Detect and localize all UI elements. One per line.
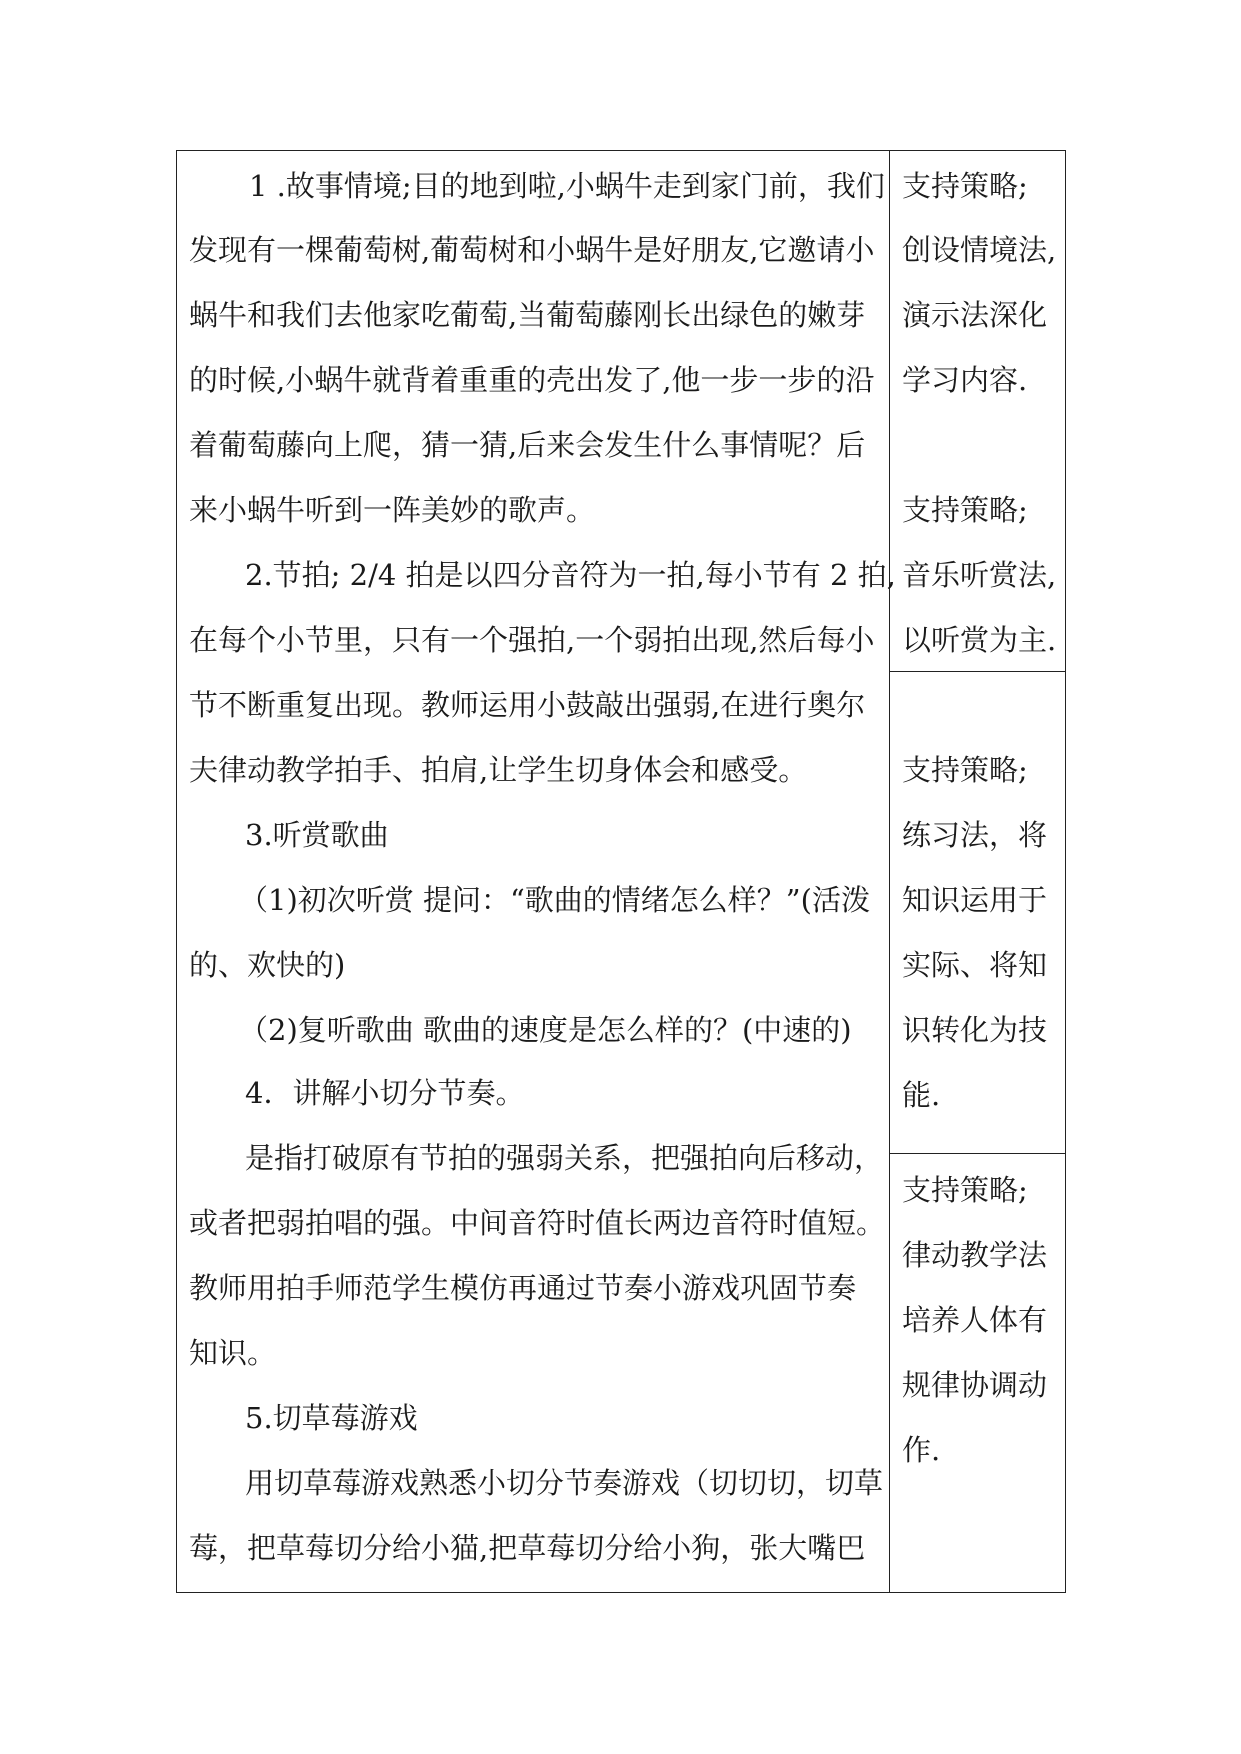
- section-heading: 5.切草莓游戏: [245, 1401, 418, 1435]
- strategy-heading: 支持策略;: [902, 493, 1028, 527]
- strategy-heading: 支持策略;: [902, 753, 1028, 787]
- strategy-line: 创设情境法,: [902, 233, 1057, 267]
- paragraph-line: 着葡萄藤向上爬，猜一猜,后来会发生什么事情呢？后: [189, 428, 866, 462]
- paragraph-line: 来小蜗牛听到一阵美妙的歌声。: [189, 493, 596, 527]
- strategy-line: 学习内容.: [902, 363, 1028, 397]
- paragraph-line: 发现有一棵葡萄树,葡萄树和小蜗牛是好朋友,它邀请小: [189, 233, 875, 267]
- strategy-heading: 支持策略;: [902, 1173, 1028, 1207]
- strategy-heading: 支持策略;: [902, 169, 1028, 203]
- paragraph-line: 在每个小节里，只有一个强拍,一个弱拍出现,然后每小: [189, 623, 875, 657]
- paragraph-line: 教师用拍手师范学生模仿再通过节奏小游戏巩固节奏: [189, 1271, 857, 1305]
- strategy-line: 知识运用于: [902, 883, 1048, 917]
- paragraph-line: 2.节拍; 2/4 拍是以四分音符为一拍,每小节有 2 拍,: [245, 558, 896, 592]
- paragraph-line: 的、欢快的): [189, 948, 346, 982]
- paragraph-line: 蜗牛和我们去他家吃葡萄,当葡萄藤刚长出绿色的嫩芽: [189, 298, 866, 332]
- column-divider: [889, 151, 890, 1592]
- strategy-line: 培养人体有: [902, 1303, 1048, 1337]
- paragraph-line: 或者把弱拍唱的强。中间音符时值长两边音符时值短。: [189, 1206, 886, 1240]
- paragraph-line: 是指打破原有节拍的强弱关系，把强拍向后移动，: [245, 1141, 884, 1175]
- paragraph-line: 莓，把草莓切分给小猫,把草莓切分给小狗，张大嘴巴: [189, 1531, 866, 1565]
- strategy-line: 以听赏为主.: [902, 623, 1057, 657]
- strategy-line: 律动教学法: [902, 1238, 1048, 1272]
- strategy-line: 练习法，将: [902, 818, 1048, 852]
- paragraph-line: 用切草莓游戏熟悉小切分节奏游戏（切切切，切草: [245, 1466, 884, 1500]
- paragraph-line: 的时候,小蜗牛就背着重重的壳出发了,他一步一步的沿: [189, 363, 875, 397]
- strategy-line: 音乐听赏法,: [902, 558, 1057, 592]
- paragraph-line: （1)初次听赏 提问：“歌曲的情绪怎么样？”(活泼: [239, 883, 870, 917]
- paragraph-line: 夫律动教学拍手、拍肩,让学生切身体会和感受。: [189, 753, 808, 787]
- row-divider: [889, 1153, 1065, 1154]
- lesson-table: [176, 150, 1066, 1593]
- strategy-line: 演示法深化: [902, 298, 1048, 332]
- row-divider: [889, 671, 1065, 672]
- paragraph-line: 知识。: [189, 1336, 277, 1370]
- strategy-line: 识转化为技: [902, 1013, 1048, 1047]
- strategy-line: 实际、将知: [902, 948, 1048, 982]
- section-heading: 3.听赏歌曲: [245, 818, 389, 852]
- section-heading: 4．讲解小切分节奏。: [245, 1076, 525, 1110]
- strategy-line: 规律协调动: [902, 1368, 1048, 1402]
- strategy-line: 作.: [902, 1433, 941, 1467]
- strategy-line: 能.: [902, 1078, 941, 1112]
- paragraph-line: 节不断重复出现。教师运用小鼓敲出强弱,在进行奥尔: [189, 688, 866, 722]
- paragraph-line: 1 .故事情境;目的地到啦,小蜗牛走到家门前，我们: [249, 169, 885, 203]
- paragraph-line: （2)复听歌曲 歌曲的速度是怎么样的？(中速的): [239, 1013, 852, 1047]
